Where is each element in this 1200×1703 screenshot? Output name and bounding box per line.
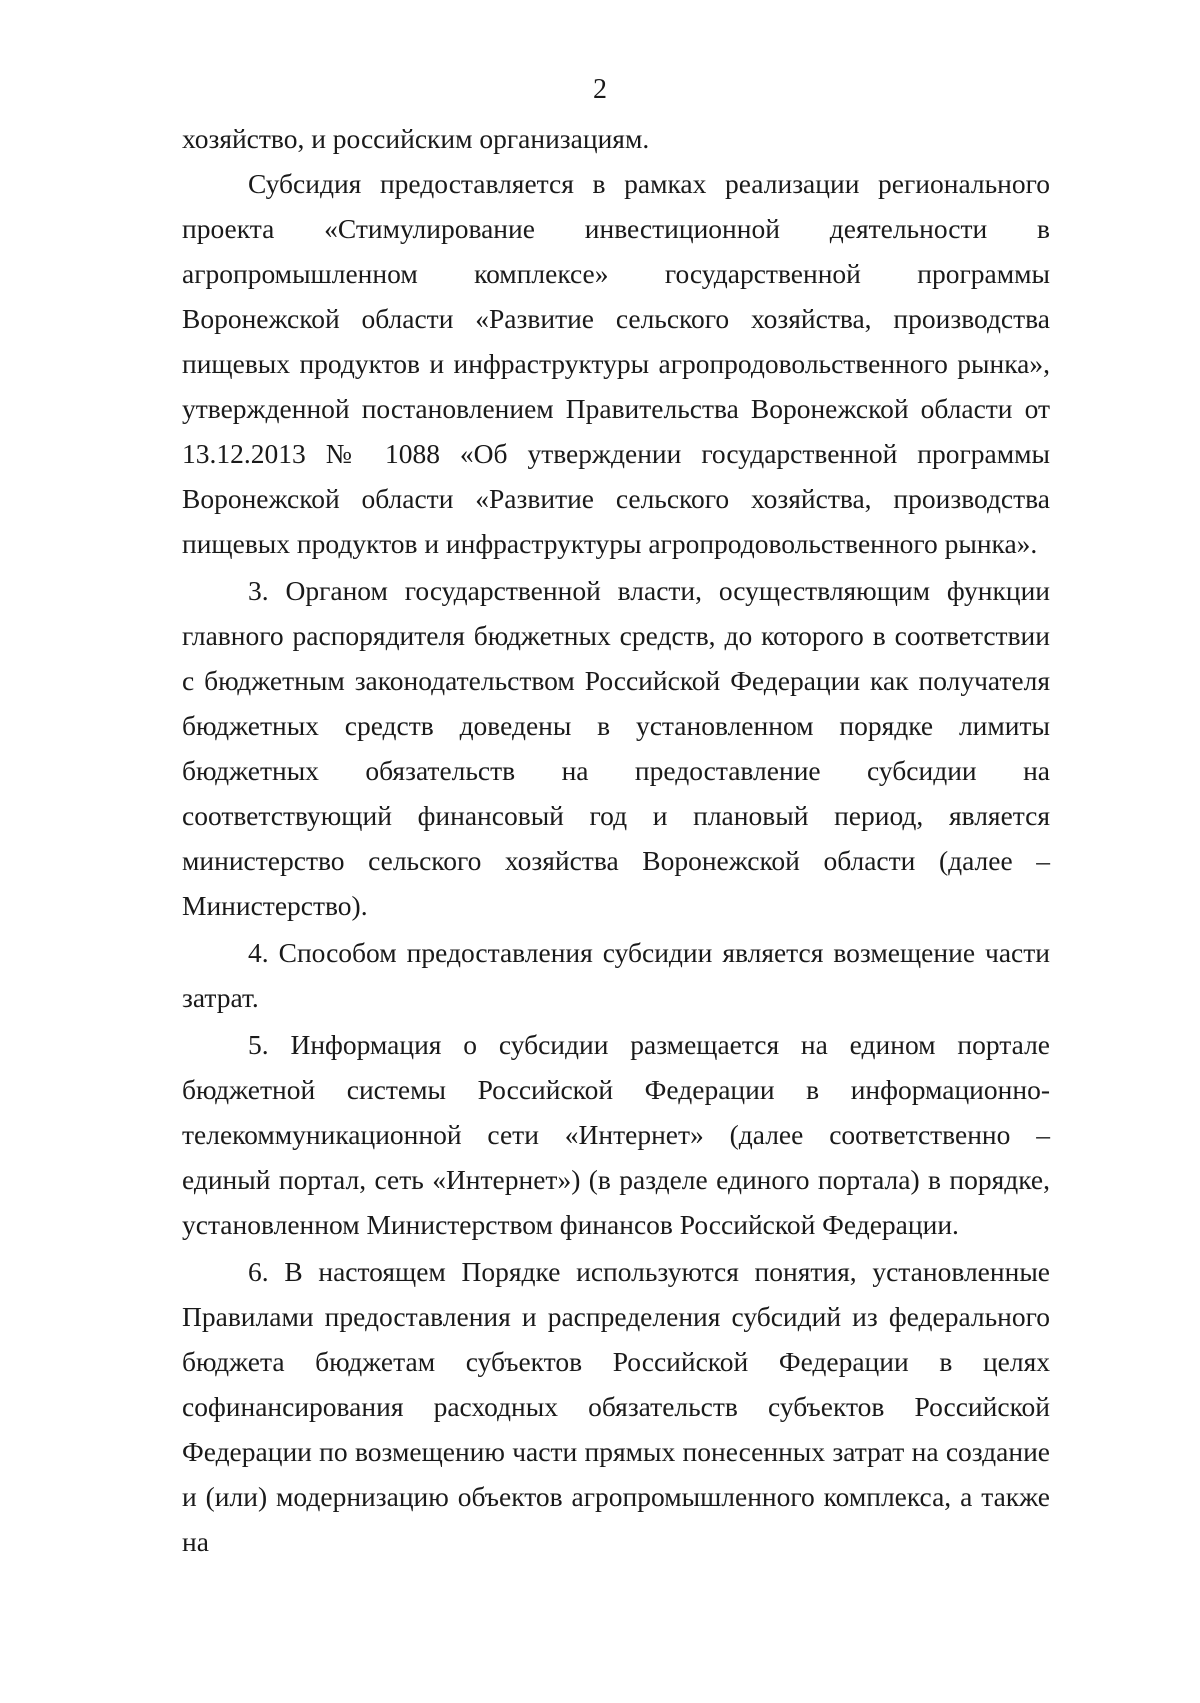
paragraph-item-3: 3. Органом государственной власти, осуществляющим функции главного распорядителя бюджетных средств, до которого в соответствии с бюджетным законодательством Российской Федерации как получателя бюджетных средств доведены в установленном порядке лимиты бюджетных обязательств на предоставление субсидии на соответствующий финансовый год и плановый период, является министерство сельского хозяйства Воронежской области (далее – Министерство). — [182, 575, 1050, 921]
paragraph-continuation: хозяйство, и российским организациям. — [182, 123, 650, 154]
page-number: 2 — [593, 74, 607, 105]
document-body — [182, 116, 1050, 1564]
paragraph-item-4: 4. Способом предоставления субсидии является возмещение части затрат. — [182, 937, 1050, 1013]
paragraph-subsidy-project: Субсидия предоставляется в рамках реализации регионального проекта «Стимулирование инвестиционной деятельности в агропромышленном комплексе» государственной программы Воронежской области «Развитие сельского хозяйства, производства пищевых продуктов и инфраструктуры агропродовольственного рынка», утвержденной постановлением Правительства Воронежской области от 13.12.2013 № 1088 «Об утверждении государственной программы Воронежской области «Развитие сельского хозяйства, производства пищевых продуктов и инфраструктуры агропродовольственного рынка». — [182, 168, 1050, 559]
paragraph-item-5: 5. Информация о субсидии размещается на едином портале бюджетной системы Российской Федерации в информационно-телекоммуникационной сети «Интернет» (далее соответственно – единый портал, сеть «Интернет») (в разделе единого портала) в порядке, установленном Министерством финансов Российской Федерации. — [182, 1029, 1050, 1240]
paragraph-item-6: 6. В настоящем Порядке используются понятия, установленные Правилами предоставления и распределения субсидий из федерального бюджета бюджетам субъектов Российской Федерации в целях софинансирования расходных обязательств субъектов Российской Федерации по возмещению части прямых понесенных затрат на создание и (или) модернизацию объектов агропромышленного комплекса, а также на — [182, 1256, 1050, 1557]
